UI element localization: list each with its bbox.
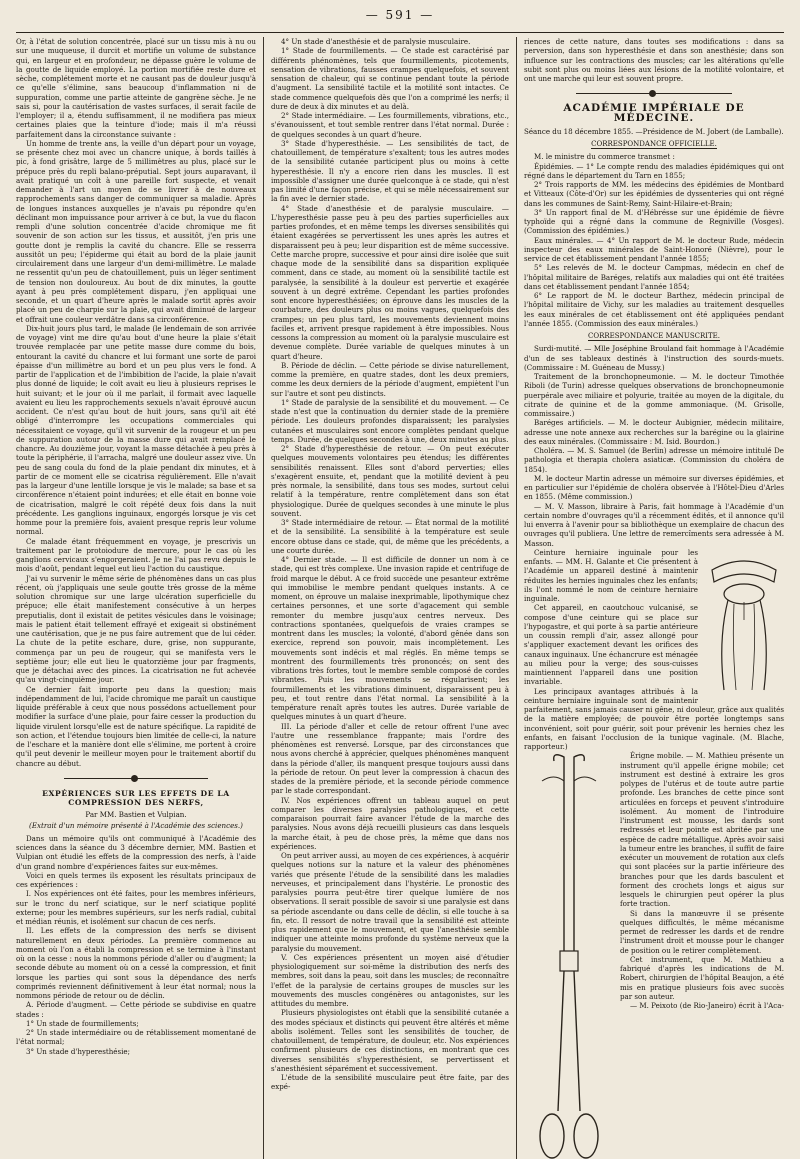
col1-para: Ce malade étant fréquemment en voyage, je prescrivis un traitement par le protoiodure de mercure, pour le cas où les ganglions cervicaux s'engorgeraient. Je ne l'ai pas revu depuis le mois d'août, pendant lequel eut lieu l'action du caustique. — [16, 536, 256, 574]
col2-para: On peut arriver aussi, au moyen de ces expériences, à acquérir quelques notions sur la nature et la valeur des phénomènes variés que présente l'étude de la sensibilité dans les maladies nerveuses, et principalement dans l'hystérie. Le pronostic des paralysies pourra peut-être tirer quelque lumière de nos observations. Il serait possible de savoir si une paralysie est dans sa période ascendante ou dans celle de déclin, si elle touche à sa fin, etc. Il ressort de notre travail que la sensibilité est atteinte plus rapidement que le mouvement, et que l'anesthésie semble indiquer une atteinte moins profonde du système nerveux que la paralysie du mouvement. — [271, 851, 509, 953]
col2-para: 1° Stade de fourmillements. — Ce stade est caractérisé par différents phénomènes, tels que fourmillements, picotements, sensation de vibrations, fausses crampes quelquefois, et souvent sensation de chaleur, qui se continue pendant toute la période d'augment. La sensibilité tactile et la motilité sont intactes. Ce stade commence quelquefois dès que l'on a comprimé les nerfs; il dure de deux à dix minutes et au delà. — [271, 46, 509, 111]
col3-para: M. le ministre du commerce transmet : — [534, 152, 675, 162]
col3-para: Eaux minérales. — 4° Un rapport de M. le docteur Rude, médecin inspecteur des eaux minérales de Saint-Honoré (Nièvre), pour le service de cet établissement pendant l'année 1855; — [524, 235, 784, 263]
col1-para: Or, à l'état de solution concentrée, placé sur un tissu mis à nu ou sur une muqueuse, il durcit et mortifie un volume de substance qui, en largeur et en profondeur, ne dépasse guère le volume de la goutte de liquide employé. La portion mortifiée reste dure et sèche, complétement morte et ne causant pas de douleur jusqu'à ce qu'elle s'élimine, sans beaucoup d'inflammation ni de suppuration, comme une partie atteinte de gangrène sèche. Je ne sais si, pour la cautérisation de vastes surfaces, il serait facile de l'employer; il a, étendu suffisamment, il ne modifiera pas mieux certaines plaies que la teinture d'iode; mais il m'a réussi parfaitement dans la circonstance suivante : — [16, 37, 256, 139]
col2-para: 4° Stade d'anesthésie et de paralysie musculaire. — L'hyperesthésie passe peu à peu des parties superficielles aux parties profondes, et en même temps les diverses sensibilités qui étaient exagérées se pervertissent les unes après les autres et disparaissent peu à peu; leur disparition est de même successive. Cette marche propre, successive et pour ainsi dire isolée que suit chaque mode de la sensibilité dans sa disparition expliquée comment, dans ce stade, au moment où la sensibilité tactile est paralysée, la sensibilité à la douleur est pervertie et exagérée souvent à un degré extrême. Cependant les parties profondes sont encore hyperesthésiées; on éprouve dans les muscles de la courbature, des douleurs plus ou moins vagues, quelquefois des crampes; un peu plus tard, les mouvements deviennent moins faciles et, arrivent presque rapidement à être impossibles. Nous cessons la compression au moment où la paralysie musculaire est devenue complète. Durée variable de quelques minutes à un quart d'heure. — [271, 203, 509, 361]
separator — [16, 774, 256, 783]
top-rule — [16, 32, 784, 33]
col2-para: L'étude de la sensibilité musculaire peut être faite, par des expé- — [271, 1073, 509, 1092]
col1-para: 2° Un stade intermédiaire ou de rétablissement momentané de l'état normal; — [16, 1028, 256, 1047]
col2-para: 2° Stade d'hyperesthésie de retour. — On peut exécuter quelques mouvements volontaires peu étendus; les différentes sensibilités renaissent. Elles sont d'abord perverties; elles s'exagèrent ensuite, et, pendant que la motilité devient à peu près normale, la sensibilité, dans tous ses modes, surtout celui relatif à la température, rentre complètement dans son état physiologique. Durée de quelques secondes à une minute le plus souvent. — [271, 444, 509, 518]
col2-para: 3° Stade intermédiaire de retour. — État normal de la motilité et de la sensibilité. La sensibilité à la température est seule encore obtuse dans ce stade, qui, de même que les précédents, a une courte durée. — [271, 518, 509, 555]
col2-para: 2° Stade intermédiaire. — Les fourmillements, vibrations, etc., s'évanouissent, et tout semble rentrer dans l'état normal. Durée : de quelques secondes à un quart d'heure. — [271, 111, 509, 139]
columns — [16, 37, 784, 1159]
col1-para: I. Nos expériences ont été faites, pour les membres inférieurs, sur le tronc du nerf sciatique, sur le nerf sciatique poplité externe; pour les membres supérieurs, sur les nerfs radial, cubital et médian réunis, et isolément sur chacun de ces nerfs. — [16, 889, 256, 926]
col3-para: — M. Peixoto (de Rio-Janeiro) écrit à l'Aca- — [630, 1001, 784, 1010]
col1-para: Un homme de trente ans, la veille d'un départ pour un voyage, se présente chez moi avec un chancre unique, à bords taillés à pic, à fond grisâtre, large de 5 millimètres au plus, placé sur le prépuce près du repli balano-préputial. Sept jours auparavant, il avait pratiqué un coït à une pareille fort suspecte, et venait demander à l'art un moyen de se livrer à de nouveaux rapprochements sans danger de communiquer sa maladie. Après de longues instances auxquelles je n'avais pu répondre qu'en déclinant mon impuissance pour arriver à ce but, la vue du flacon rempli d'une solution concentrée d'acide chromique me fit souvenir de son action sur les tissus, et aussitôt, j'en pris une goutte dont je remplis la cavité du chancre. Elle se resserra aussitôt un peu; l'épiderme qui était au bord de la plaie jaunit circulairement dans une largeur d'un demi-millimètre. Le malade ne ressentit qu'un peu de chatouillement, puis un léger sentiment de tension non douloureux. Au bout de dix minutes, la goutte ayant à peu près complétement disparu, j'en appliquai une seconde, et un quart d'heure après le malade sortit après avoir placé un peu de charpie sur la plaie, qui avait diminué de largeur et offrait une couleur verdâtre dans sa circonférence. — [16, 138, 256, 324]
seance-line: Séance du 18 décembre 1855. —Présidence de M. Jobert (de Lamballe). — [524, 126, 784, 136]
col1-para: 1° Un stade de fourmillements; — [26, 1018, 139, 1028]
col2-para: Plusieurs physiologistes ont établi que la sensibilité cutanée a des modes spéciaux et distincts qui peuvent être altérés et même abolis isolément. Telles sont les sensibilités de toucher, de chatouillement, de température, de douleur, etc. Nos expériences confirment plusieurs de ces distinctions, en montrant que ces diverses sensibilités s'hyperesthésient, se pervertissent et s'anesthésient séparément et successivement. — [271, 1008, 509, 1073]
article-byline: Par MM. Bastien et Vulpian. — [85, 810, 187, 820]
col2-para: IV. Nos expériences offrent un tableau auquel on peut comparer les diverses paralysies pathologiques, et cette comparaison pourrait faire avancer l'étude de la marche des paralysies. Nous avons déjà recueilli plusieurs cas dans lesquels la marche était, à peu de chose près, la même que dans nos expériences. — [271, 795, 509, 851]
col2-para: V. Ces expériences présentent un moyen aisé d'étudier physiologiquement sur soi-même la distribution des nerfs des membres, soit dans la peau, soit dans les muscles; de reconnaître l'effet de la paralysie de certains groupes de muscles sur les mouvements des muscles congénères ou antagonistes, sur les attitudes du membre. — [271, 952, 509, 1008]
col3-para: 6° Le rapport de M. le docteur Barthez, médecin principal de l'hôpital militaire de Vichy, sur les maladies au traitement desquelles les eaux minérales de cet établissement ont été appliquées pendant l'année 1855. (Commission des eaux minérales.) — [524, 291, 784, 328]
col1-para: J'ai vu survenir le même série de phénomènes dans un cas plus récent, où j'appliquais une seule goutte très grosse de la même solution chromique sur une large ulcération superficielle du prépuce; elle était manifestement consécutive à un herpes preputialis, dont il existait de petites vésicules dans le voisinage; mais le patient était tellement effrayé et exigeait si obstinément une cautérisation, que je ne pus faire autrement que de lui céder. La chute de la petite eschare, dure, grise, non suppurante, commença par un peu de rougeur, qui se manifesta vers le septième jour; elle eut lieu le quatorzième jour par fragments, que je détachai avec des pinces. La cicatrisation ne fut achevée qu'au vingt-cinquième jour. — [16, 573, 256, 685]
col3-para: Traitement de la bronchopneumonie. — M. le docteur Timothée Riboli (de Turin) adresse quelques observations de bronchopneumonie puerpérale avec miliaire et polyurie, traitée au moyen de la digitale, du citrate de quinine et de la gomme ammoniaque. (M. Grisolle, commissaire.) — [524, 372, 784, 418]
academie-title: ACADÉMIE IMPÉRIALE DE MÉDECINE. — [563, 102, 745, 124]
erigne-instrument-illustration — [524, 751, 614, 1159]
article-note: (Extrait d'un mémoire présenté à l'Académie des sciences.) — [29, 820, 243, 830]
col1-para: II. Les effets de la compression des nerfs se divisent naturellement en deux périodes. La première commence au moment où l'on a établi la compression et se termine à l'instant où on la cesse : nous la nommons période d'aller ou d'augment; la seconde débute au moment où on a cessé la compression, et finit lorsque les parties qui sont sous la dépendance des nerfs comprimés reviennent définitivement à leur état normal; nous la nommons période de retour ou de déclin. — [16, 926, 256, 1000]
col1-para: Voici en quels termes ils exposent les résultats principaux de ces expériences : — [16, 870, 256, 889]
column-2 — [263, 37, 516, 1159]
col3-para: Cet instrument, que M. Mathieu a fabriqué d'après les indications de M. Robert, chirurgien de l'hôpital Beaujon, a été mis en pratique plusieurs fois avec succès par son auteur. — [620, 954, 784, 1001]
col3-para: 3° Un rapport final de M. d'Hébrésse sur une épidémie de fièvre typhoïde qui a régné dans la commune de Regniville (Vosges). (Commission des épidémies.) — [524, 207, 784, 236]
col3-para: Baréges artificiels. — M. le docteur Aubignier, médecin militaire, adresse une note annexe aux recherches sur la barégine ou la glairine des eaux minérales. (Commissaire : M. Isid. Bourdon.) — [524, 418, 784, 446]
col2-para: III. La période d'aller et celle de retour offrent l'une avec l'autre une ressemblance frappante; mais l'ordre des phénomènes est renversé. Lorsque, par des circonstances que nous avons cherché à apprécier, quelques phénomènes manquent dans la période d'aller, ils manquent presque toujours aussi dans la période de retour. On peut lever la compression à chacun des stades de la première période, et la seconde période commence par le stade correspondant. — [271, 721, 509, 796]
page-number: — 591 — — [365, 8, 435, 22]
col1-para: A. Période d'augment. — Cette période se subdivise en quatre stades : — [16, 1000, 256, 1019]
subhead-manuscript — [524, 332, 784, 341]
col3-para: Érigne mobile. — M. Mathieu présente un instrument qu'il appelle érigne mobile; cet instrument est destiné à extraire les gros polypes de l'utérus et de toute autre partie profonde. Les branches de cette pince sont articulées en forceps et peuvent s'introduire isolément. Au moment de l'introduire l'instrument est mousse, les dards sont redressés et leur pointe est abritée par une espèce de cadre métallique. Après avoir saisi la tumeur entre les branches, il suffit de faire exécuter un mouvement de rotation aux clefs qui sont placées sur la partie inférieure des branches pour que les dards basculent et forment des crochets longs et aigus sur lesquels le chirurgien peut opérer la plus forte traction. — [620, 751, 784, 909]
col3-para: Cet appareil, en caoutchouc vulcanisé, se compose d'une ceinture qui se place sur l'hypogastre, et qui porte à sa partie antérieure un coussin rempli d'air, assez allongé pour s'appliquer exactement devant les orifices des canaux inguinaux. Une échancrure est ménagée au milieu pour la verge; des sous-cuisses maintiennent l'appareil dans une position invariable. — [524, 603, 698, 687]
col3-para: 2° Trois rapports de MM. les médecins des épidémies de Montbard et Vitteaux (Côte-d'Or) sur les épidémies de dyssenteries qui ont régné dans les communes de Saint-Remy, Saint-Hilaire-et-Brain; — [524, 180, 784, 208]
column-1 — [16, 37, 263, 1159]
col3-para: Si dans la manœuvre il se présente quelques difficultés, le même mécanisme permet de redresser les dards et de rendre l'instrument droit et mousse pour le changer de position ou le retirer complètement. — [620, 908, 784, 955]
col2-para: 3° Stade d'hyperesthésie. — Les sensibilités de tact, de chatouillement, de température s'exaltent; tous les autres modes de la sensibilité cutanée participent plus ou moins à cette hyperesthésie. Il n'y a encore rien dans les muscles. Il est impossible d'assigner une durée quelconque à ce stade, qui n'est pas limité d'une façon précise, et qui se mêle nécessairement sur la fin avec le dernier stade. — [271, 138, 509, 204]
col2-para: B. Période de déclin. — Cette période se divise naturellement, comme la première, en quatre stades, dont les deux premiers, comme les deux derniers de la période d'augment, empiètent l'un sur l'autre et sont peu distincts. — [271, 360, 509, 398]
col2-para: 4° Un stade d'anesthésie et de paralysie musculaire. — [281, 37, 471, 46]
col1-para: Ce dernier fait importe peu dans la question; mais indépendamment de lui, l'acide chromique me paraît un caustique liquide préférable à ceux que nous possédons actuellement pour modifier la surface d'une plaie, pour faire cesser la production du liquide virulent lorsqu'elle est de nature spécifique. La rapidité de son action, et l'étendue toujours bien limitée de celle-ci, la nature de l'eschare et la manière dont elle s'élimine, me portent à croire qu'il peut devenir le meilleur moyen pour le traitement abortif du chancre au début. — [16, 684, 256, 768]
col3-para: Choléra. — M. S. Samuel (de Berlin) adresse un mémoire intitulé De pathologia et therapia cholera asiaticæ. (Commission du choléra de 1854). — [524, 446, 784, 474]
col3-intro: riences de cette nature, dans toutes ses modifications : dans sa perversion, dans son hyperesthésie et dans son anesthésie; dans son influence sur les contractions des muscles; car les altérations qu'elle subit sont plus ou moins liées aux lésions de la motilité volontaire, et ont une marche qui leur est souvent propre. — [524, 37, 784, 83]
hernia-belt-illustration — [704, 550, 784, 698]
subhead-official — [524, 140, 784, 149]
col1-para: Dans un mémoire qu'ils ont communiqué à l'Académie des sciences dans la séance du 3 décembre dernier, MM. Bastien et Vulpian ont étudié les effets de la compression des nerfs, à l'aide d'un grand nombre d'expériences faites sur eux-mêmes. — [16, 833, 256, 871]
col3-para: M. le docteur Martin adresse un mémoire sur diverses épidémies, et en particulier sur l'épidémie de choléra observée à l'Hôtel-Dieu d'Arles en 1855. (Même commission.) — [524, 473, 784, 502]
col1-para: Dix-huit jours plus tard, le malade (le lendemain de son arrivée de voyage) vint me dire qu'au bout d'une heure la plaie s'était trouvée remplacée par une petite masse dure comme du bois, entourant la cavité du chancre et lui formant une sorte de paroi épaisse d'un millimètre au bord et un peu plus vers le fond. A partir de l'application et de l'imbibition de l'acide, la plaie n'avait plus donné de liquide; le coït avait eu lieu à plusieurs reprises le huit suivant; et le jour où il me parlait, il formait avec laquelle avaient eu lieu les rapprochements sexuels n'avait éprouvé aucun accident. Ce n'est qu'au bout de huit jours, sans qu'il ait été obligé d'interrompre les occupations commerciales qui nécessitaient ce voyage, qu'il vit survenir de la rougeur et un peu de suppuration autour de la masse dure qui avait remplacé le chancre. Au douzième jour, voyant la masse détachée à peu près à toute la périphérie, il l'arracha, malgré une douleur assez vive. Un peu de sang coula du fond de la plaie pendant dix minutes, et à partir de ce moment elle se cicatrisa régulièrement. Elle n'avait pas la largeur d'une lentille lorsque je vis le malade; sa base et sa circonférence n'étaient point indurées; et elle était en bonne voie de cicatrisation, malgré le coït répété deux fois dans la nuit précédente. Les ganglions inguinaux, engorgés lorsque je vis cet homme pour la première fois, avaient presque repris leur volume normal. — [16, 323, 256, 537]
col3-para: — M. V. Masson, libraire à Paris, fait hommage à l'Académie d'un certain nombre d'ouvrages qu'il a récemment édités, et il annonce qu'il lui enverra à l'avenir pour sa bibliothèque un exemplaire de chacun des ouvrages qu'il publiera. Une lettre de remercîments sera adressée à M. Masson. — [524, 501, 784, 548]
col2-para: 1° Stade de paralysie de la sensibilité et du mouvement. — Ce stade n'est que la continuation du dernier stade de la première période. Les douleurs profondes disparaissent; les paralysies cutanées et musculaires sont encore complètes pendant quelque temps. Durée, de quelques secondes à une, deux minutes au plus. — [271, 397, 509, 444]
article-title: EXPÉRIENCES SUR LES EFFETS DE LA COMPRESSION DES NERFS, — [42, 788, 230, 807]
col3-para: Surdi-mutité. — Mlle Joséphine Brouland fait hommage à l'Académie d'un de ses tableaux destinés à l'instruction des sourds-muets. (Commissaire : M. Guéneau de Mussy.) — [524, 344, 784, 372]
subhead-manuscript-label: CORRESPONDANCE MANUSCRITE. — [587, 332, 721, 340]
col2-para: 4° Dernier stade. — Il est difficile de donner un nom à ce stade, qui est très complexe. Une invasion rapide et centrifuge de froid marque le début. A ce froid succède une pesanteur extrême qui immobilise le membre pendant quelques instants. A ce moment, on éprouve un malaise inexprimable, lipothymique chez certaines personnes, et une sorte d'agacement qui semble remonter du membre jusqu'aux centres nerveux. Des contractions spontanées, quelquefois de vraies crampes se montrent dans les muscles; la volonté, d'abord gênée dans son exercice, reprend son pouvoir, mais incomplètement. Les mouvements sont indécis et mal réglés. En même temps se montrent des fourmillements très prononcés; on sent des vibrations très fortes, tout le membre semble composé de cordes vibrantes. Puis les mouvements se régularisent; les fourmillements et les vibrations diminuent, disparaissent peu à peu, et tout rentre dans l'état normal. La sensibilité à la température renaît après toutes les autres. Durée variable de quelques minutes à un quart d'heure. — [271, 555, 509, 722]
col1-para: 3° Un stade d'hyperesthésie; — [26, 1046, 130, 1056]
column-3 — [516, 37, 784, 1159]
col3-para: Épidémies. — 1° Le compte rendu des maladies épidémiques qui ont régné dans le département du Tarn en 1855; — [524, 161, 784, 180]
subhead-official-label: CORRESPONDANCE OFFICIELLE. — [591, 140, 717, 148]
col3-para: Les principaux avantages attribués à la ceinture herniaire inguinale sont de maintenir parfaitement, sans jamais causer ni gêne, ni douleur, grâce aux qualités de la matière employée; de pouvoir être portée longtemps sans inconvénient, soit pour guérir, soit pour prévenir les hernies chez les enfants, en faisant l'occlusion de la tunique vaginale. (M. Blache, rapporteur.) — [524, 686, 784, 751]
col3-para: Ceinture herniaire inguinale pour les enfants. — MM. H. Galante et Cie présentent à l'Académie un appareil destiné à maintenir réduites les hernies inguinales chez les enfants; ils l'ont nommé le nom de ceinture herniaire inguinale. — [524, 547, 698, 603]
col3-para: 5° Les relevés de M. le docteur Campmas, médecin en chef de l'hôpital militaire de Baréges, relatifs aux maladies qui ont été traitées dans cet établissement pendant l'année 1854; — [524, 263, 784, 291]
separator — [524, 89, 784, 98]
